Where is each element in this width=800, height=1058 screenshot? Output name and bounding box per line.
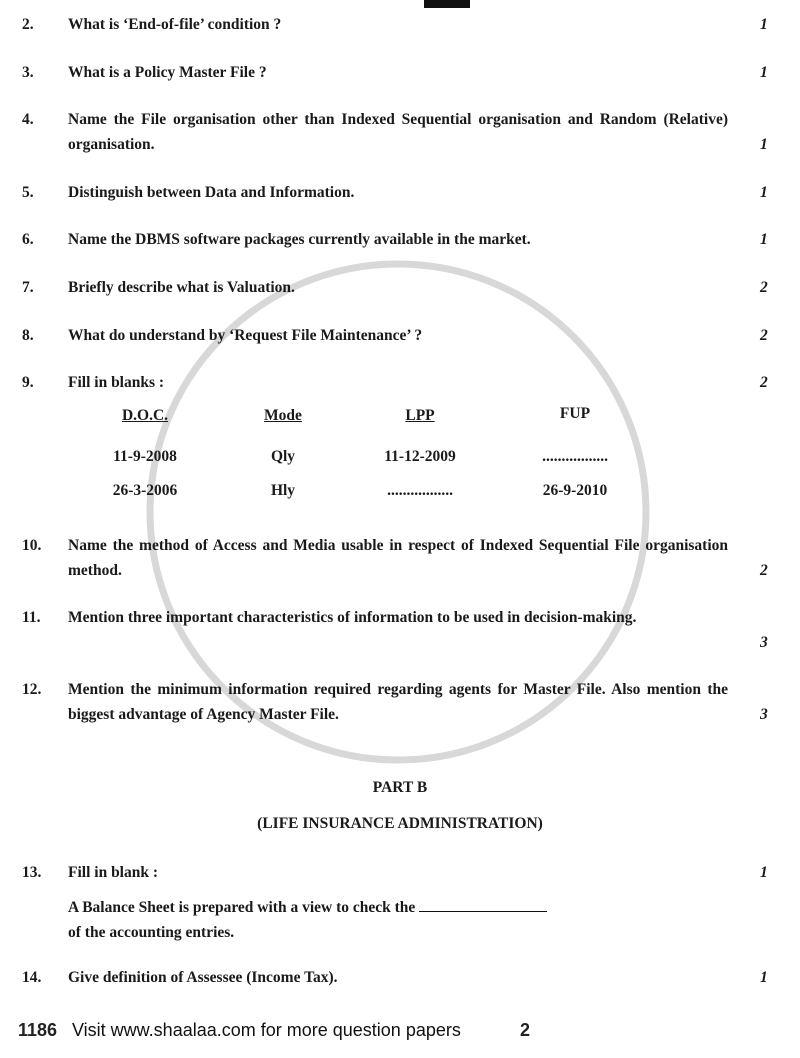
exam-page: 2. What is ‘End-of-file’ condition ? 1 3. What is a Policy Master File ? 1 4. Name the File organisation other than Indexed Sequential organisation and Random (Relative) organisation. 1 5. Distinguish between Data and Information. 1 6. Name the DBMS software packages currently available in the market. 1 7. Briefly describe what is Valuation. 2 8. What do understand by ‘Request File Maintenance’ ? 2 9. Fill in blanks : 2 D.O.C. Mode LPP FUP 11-9-2008 Qly 11-12-2009 ................. 26-3-2006 Hly ................. 26-9-2010 10. Name the method of Access and Media usable in respect of Indexed Sequential File organisation method. 2 11. Mention three important characteristics of information to be used in decision-making. 3 12. Mention the minimum information required regarding agents for Master File. Also mention the biggest advantage of Agency Master File. 3 PART B (LIFE INSURANCE ADMINISTRATION) 13. Fill in blank : 1 A Balance Sheet is prepared with a view to check the of the accounting entries. 14. Give definition of Assessee (Income Tax). 1 1186 Visit www.shaalaa.com for more question papers 2 [0,0,800,1058]
part-title: PART B [372,779,428,796]
part-subtitle: (LIFE INSURANCE ADMINISTRATION) [257,815,543,832]
paper-code: 1186 [18,1020,58,1040]
scan-mark [424,0,470,8]
footer-text: Visit www.shaalaa.com for more question papers [72,1020,461,1040]
answer-blank [419,911,547,912]
page-number: 2 [520,1020,531,1040]
